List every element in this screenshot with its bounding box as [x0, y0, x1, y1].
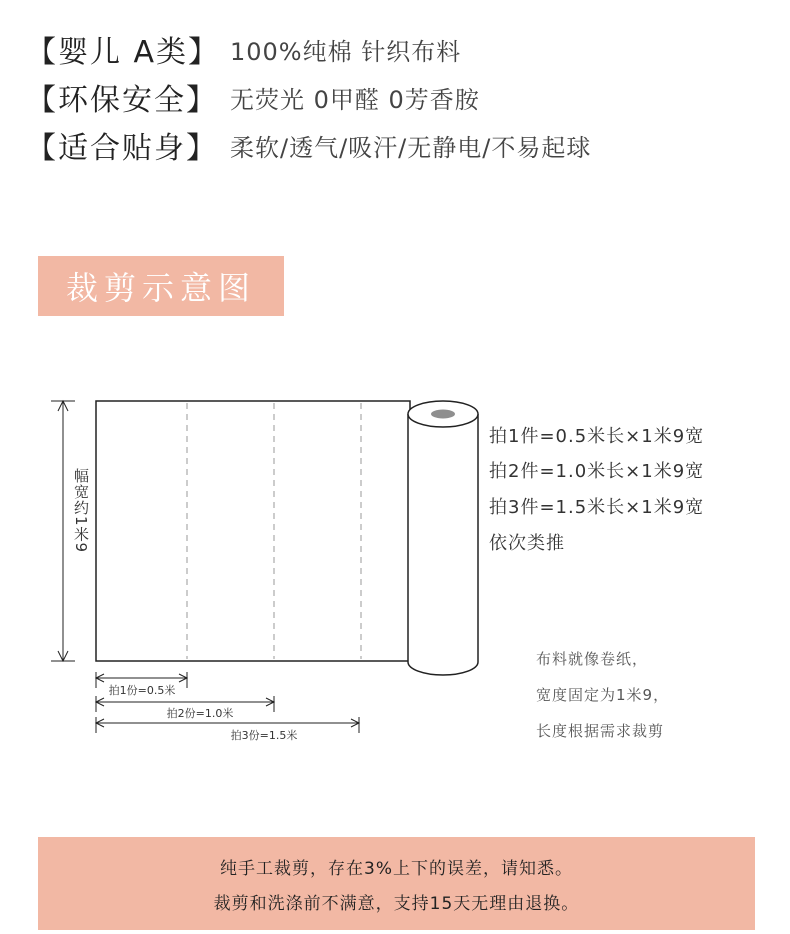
width-label: 幅宽约1米9 — [72, 468, 90, 554]
footer-line-1: 纯手工裁剪，存在3%上下的误差，请知悉。 — [220, 859, 573, 879]
footer-line-2: 裁剪和洗涤前不满意，支持15天无理由退换。 — [213, 894, 580, 914]
spec-label: 【环保安全】 — [26, 83, 218, 118]
spec-value: 100%纯棉 针织布料 — [230, 37, 462, 66]
measure-label-2: 拍2份=1.0米 — [166, 707, 234, 720]
note-line-2: 宽度固定为1米9， — [536, 686, 670, 704]
measure-label-1: 拍1份=0.5米 — [108, 684, 176, 697]
spec-label: 【适合贴身】 — [26, 131, 218, 166]
note-line-1: 布料就像卷纸， — [536, 650, 649, 668]
footer-notice — [38, 837, 755, 930]
section-title: 裁剪示意图 — [38, 256, 284, 316]
spec-value: 无荧光 0甲醛 0芳香胺 — [230, 85, 480, 114]
spec-value: 柔软/透气/吸汗/无静电/不易起球 — [230, 133, 592, 162]
purchase-info-2: 拍2件=1.0米长×1米9宽 — [489, 461, 705, 482]
spec-label: 【婴儿 A类】 — [26, 35, 221, 70]
purchase-info-4: 依次类推 — [489, 533, 565, 554]
fabric-sheet — [96, 401, 410, 661]
fabric-roll-core — [431, 410, 455, 419]
purchase-info-1: 拍1件=0.5米长×1米9宽 — [489, 426, 705, 447]
purchase-info-3: 拍3件=1.5米长×1米9宽 — [489, 497, 705, 518]
measure-label-3: 拍3份=1.5米 — [230, 729, 298, 742]
note-line-3: 长度根据需求裁剪 — [536, 722, 665, 740]
fabric-roll-body — [408, 414, 478, 675]
